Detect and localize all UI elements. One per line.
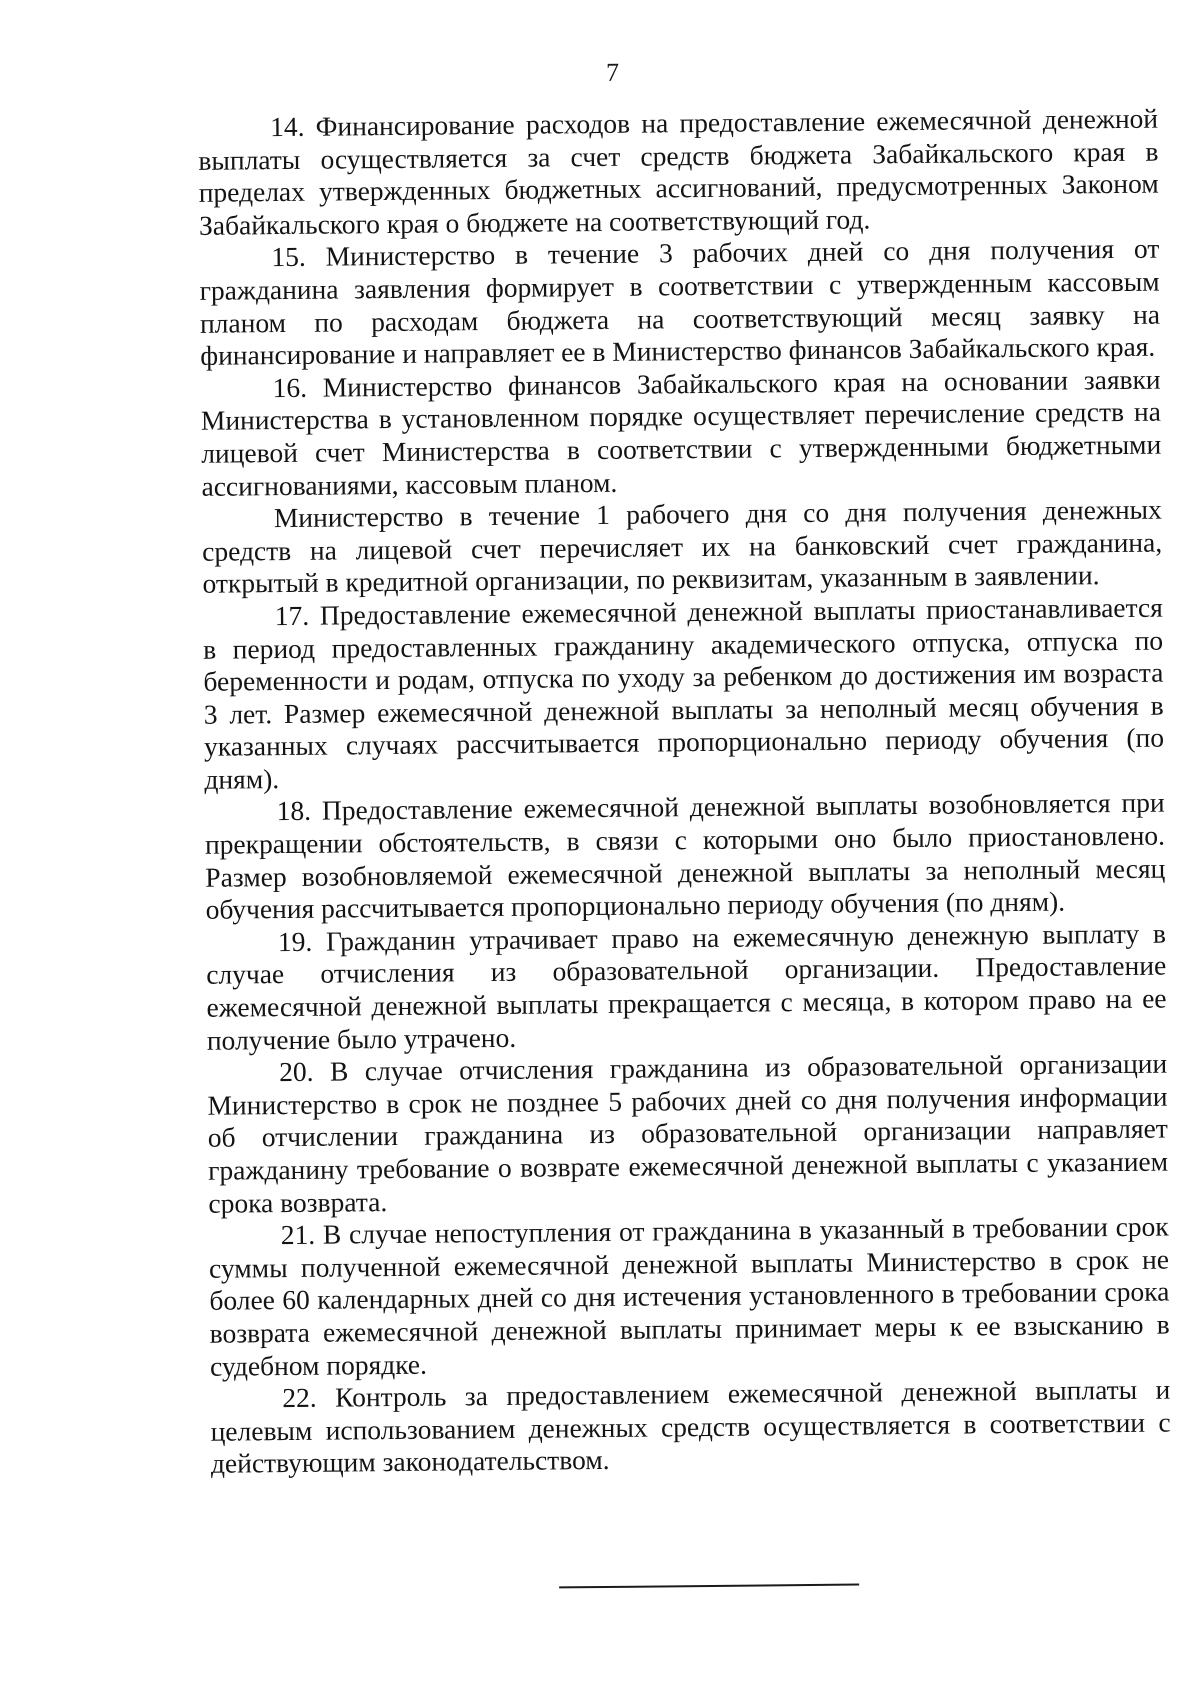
paragraph-15: 15. Министерство в течение 3 рабочих дней со дня получения от гражданина заявления формирует в соответствии с утвержденным кассовым планом по расходам бюджета на соответствующий месяц заявку на финансирование и направляет ее в Министерство финансов Забайкальского края. xyxy=(199,232,1161,371)
page-number: 7 xyxy=(605,57,620,87)
paragraph-14: 14. Финансирование расходов на предоставление ежемесячной денежной выплаты осуществляется за счет средств бюджета Забайкальского края в пределах утвержденных бюджетных ассигнований, предусмотренных Законом Забайкальского края о бюджете на соответствующий год. xyxy=(198,102,1159,241)
end-of-document-rule xyxy=(559,1584,859,1589)
paragraph-16: 16. Министерство финансов Забайкальского края на основании заявки Министерства в установленном порядке осуществляет перечисление средств на лицевой счет Министерства в соответствии с утвержденными бюджетными ассигнованиями, кассовым планом. xyxy=(200,363,1162,502)
document-body xyxy=(198,103,1171,1481)
paragraph-18: 18. Предоставление ежемесячной денежной выплаты возобновляется при прекращении обстоятельств, в связи с которыми оно было приостановлено. Размер возобновляемой ежемесячной денежной выплаты за неполный месяц обучения рассчитывается пропорционально периоду обучения (по дням). xyxy=(204,787,1166,926)
paragraph-20: 20. В случае отчисления гражданина из образовательной организации Министерство в срок не позднее 5 рабочих дней со дня получения информации об отчислении гражданина из образовательной организации направляет гражданину требование о возврате ежемесячной денежной выплаты с указанием срока возврата. xyxy=(207,1047,1169,1219)
paragraph-19: 19. Гражданин утрачивает право на ежемесячную денежную выплату в случае отчисления из образовательной организации. Предоставление ежемесячной денежной выплаты прекращается с месяца, в котором право на ее получение было утрачено. xyxy=(206,917,1167,1056)
paragraph-22: 22. Контроль за предоставлением ежемесячной денежной выплаты и целевым использованием денежных средств осуществляется в соответствии с действующим законодательством. xyxy=(210,1373,1171,1480)
paragraph-17: 17. Предоставление ежемесячной денежной выплаты приостанавливается в период предоставленных гражданину академического отпуска, отпуска по беременности и родам, отпуска по уходу за ребенком до достижения им возраста 3 лет. Размер ежемесячной денежной выплаты за неполный месяц обучения в указанных случаях рассчитывается пропорционально периоду обучения (по дням). xyxy=(202,591,1165,795)
paragraph-21: 21. В случае непоступления от гражданина в указанный в требовании срок суммы полученной ежемесячной денежной выплаты Министерство в срок не более 60 календарных дней со дня истечения установленного в требовании срока возврата ежемесячной денежной выплаты принимает меры к ее взысканию в судебном порядке. xyxy=(208,1210,1170,1382)
paragraph-16-continued: Министерство в течение 1 рабочего дня со дня получения денежных средств на лицевой счет перечисляет их на банковский счет гражданина, открытый в кредитной организации, по реквизитам, указанным в заявлении. xyxy=(202,493,1163,600)
